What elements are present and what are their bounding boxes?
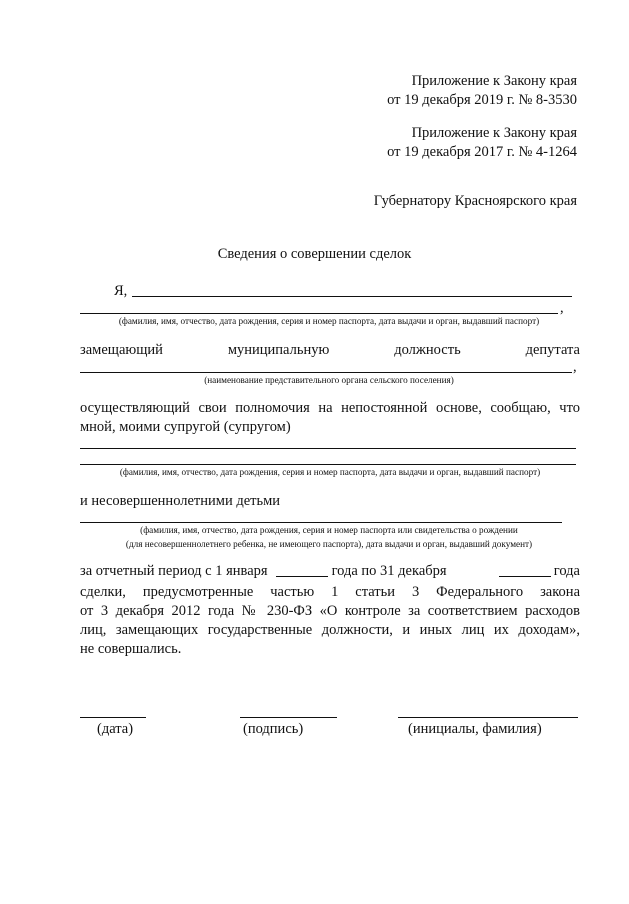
position-line (80, 342, 580, 359)
statement-line2: сделки, предусмотренные частью 1 статьи 3 Федерального закона (80, 584, 580, 600)
spouse-line1: осуществляющий свои полномочия на непостоянной основе, сообщаю, что (80, 400, 580, 416)
appendix-2019-line1: Приложение к Закону края (411, 73, 577, 89)
children-label: и несовершеннолетними детьми (80, 493, 281, 509)
children-field[interactable] (80, 522, 562, 523)
representative-body-field[interactable] (80, 372, 572, 373)
appendix-2017-line1: Приложение к Закону края (411, 125, 577, 141)
addressee: Губернатору Красноярского края (373, 193, 577, 209)
statement-line1 (80, 563, 580, 580)
spouse-caption: (фамилия, имя, отчество, дата рождения, серия и номер паспорта, дата выдачи и орган, выдавший паспорт) (119, 467, 541, 477)
position-word-4: депутата (525, 342, 580, 358)
date-field[interactable] (80, 717, 146, 718)
statement-period-start-label: за отчетный период с 1 января (80, 563, 268, 579)
position-comma: , (573, 359, 577, 375)
statement-line5: не совершались. (80, 641, 182, 657)
position-caption: (наименование представительного органа сельского поселения) (204, 375, 454, 385)
signature-caption: (подпись) (243, 721, 304, 737)
spouse-line2: мной, моими супругой (супругом) (80, 419, 291, 435)
initials-caption: (инициалы, фамилия) (408, 721, 542, 737)
spouse-paragraph (80, 399, 580, 437)
position-word-1: замещающий (80, 342, 163, 358)
position-word-2: муниципальную (227, 342, 330, 358)
declarant-comma: , (560, 300, 564, 316)
spouse-field-2[interactable] (80, 464, 576, 465)
statement-line4: лиц, замещающих государственные должности, и иных лиц их доходам», (80, 622, 580, 638)
year-start-field[interactable] (276, 576, 328, 577)
initials-field[interactable] (398, 717, 578, 718)
declarant-prefix: Я, (114, 283, 128, 299)
statement-line3: от 3 декабря 2012 года № 230-ФЗ «О контроле за соответствием расходов (80, 603, 580, 619)
statement-year-label: года (553, 563, 580, 579)
children-caption-line1: (фамилия, имя, отчество, дата рождения, серия и номер паспорта или свидетельства о рождении (140, 525, 518, 535)
document-title: Сведения о совершении сделок (217, 246, 412, 262)
declarant-details-field[interactable] (80, 313, 558, 314)
declarant-caption: (фамилия, имя, отчество, дата рождения, серия и номер паспорта, дата выдачи и орган, выдавший паспорт) (118, 316, 540, 326)
declarant-name-field[interactable] (132, 296, 572, 297)
appendix-2017-line2: от 19 декабря 2017 г. № 4-1264 (387, 144, 577, 160)
children-caption-line2: (для несовершеннолетнего ребенка, не имеющего паспорта), дата выдачи и орган, выдавший документ) (125, 539, 533, 549)
appendix-2019-line2: от 19 декабря 2019 г. № 8-3530 (387, 92, 577, 108)
appendix-reference-2017 (387, 124, 577, 162)
spouse-field-1[interactable] (80, 448, 576, 449)
year-end-field[interactable] (499, 576, 551, 577)
signature-field[interactable] (240, 717, 337, 718)
statement-period-end-label: года по 31 декабря (331, 563, 447, 579)
appendix-reference-2019 (387, 72, 577, 110)
date-caption: (дата) (97, 721, 134, 737)
statement-paragraph (80, 583, 580, 659)
position-word-3: должность (394, 342, 461, 358)
